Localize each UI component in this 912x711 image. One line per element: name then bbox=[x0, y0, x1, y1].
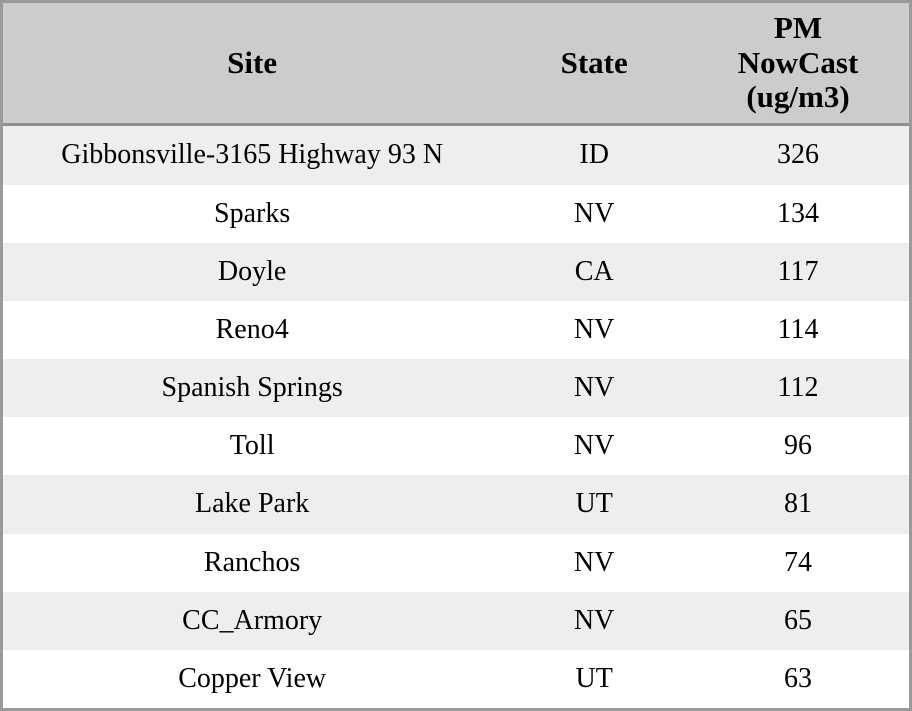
cell-site: Ranchos bbox=[3, 534, 501, 592]
column-header-site: Site bbox=[3, 3, 501, 125]
cell-pm-nowcast: 74 bbox=[687, 534, 909, 592]
table-row bbox=[3, 301, 909, 359]
column-header-state: State bbox=[501, 3, 687, 125]
column-header-pm-nowcast-line3: (ug/m3) bbox=[746, 79, 850, 115]
table-row bbox=[3, 417, 909, 475]
cell-site: Spanish Springs bbox=[3, 359, 501, 417]
cell-site: Lake Park bbox=[3, 475, 501, 533]
pm-nowcast-table bbox=[3, 3, 909, 708]
cell-state: NV bbox=[501, 301, 687, 359]
cell-pm-nowcast: 114 bbox=[687, 301, 909, 359]
table-header bbox=[3, 3, 909, 125]
cell-pm-nowcast: 326 bbox=[687, 125, 909, 185]
cell-state: ID bbox=[501, 125, 687, 185]
cell-state: NV bbox=[501, 417, 687, 475]
table-row bbox=[3, 185, 909, 243]
table-row bbox=[3, 534, 909, 592]
table-row bbox=[3, 359, 909, 417]
column-header-pm-nowcast bbox=[687, 3, 909, 125]
cell-pm-nowcast: 81 bbox=[687, 475, 909, 533]
cell-state: UT bbox=[501, 475, 687, 533]
cell-pm-nowcast: 96 bbox=[687, 417, 909, 475]
cell-pm-nowcast: 65 bbox=[687, 592, 909, 650]
table-body bbox=[3, 125, 909, 708]
cell-site: Sparks bbox=[3, 185, 501, 243]
cell-pm-nowcast: 134 bbox=[687, 185, 909, 243]
cell-state: CA bbox=[501, 243, 687, 301]
cell-state: NV bbox=[501, 534, 687, 592]
column-header-pm-nowcast-line2: NowCast bbox=[737, 44, 859, 80]
cell-site: CC_Armory bbox=[3, 592, 501, 650]
table-row bbox=[3, 650, 909, 708]
cell-site: Copper View bbox=[3, 650, 501, 708]
cell-site: Gibbonsville-3165 Highway 93 N bbox=[3, 125, 501, 185]
cell-site: Toll bbox=[3, 417, 501, 475]
table-row bbox=[3, 125, 909, 185]
cell-pm-nowcast: 117 bbox=[687, 243, 909, 301]
cell-pm-nowcast: 63 bbox=[687, 650, 909, 708]
cell-state: NV bbox=[501, 359, 687, 417]
table-row bbox=[3, 243, 909, 301]
cell-state: UT bbox=[501, 650, 687, 708]
table-row bbox=[3, 475, 909, 533]
cell-state: NV bbox=[501, 592, 687, 650]
column-header-pm-nowcast-line1: PM bbox=[773, 10, 823, 45]
cell-pm-nowcast: 112 bbox=[687, 359, 909, 417]
table-row bbox=[3, 592, 909, 650]
cell-site: Reno4 bbox=[3, 301, 501, 359]
cell-state: NV bbox=[501, 185, 687, 243]
cell-site: Doyle bbox=[3, 243, 501, 301]
table-header-row bbox=[3, 3, 909, 125]
